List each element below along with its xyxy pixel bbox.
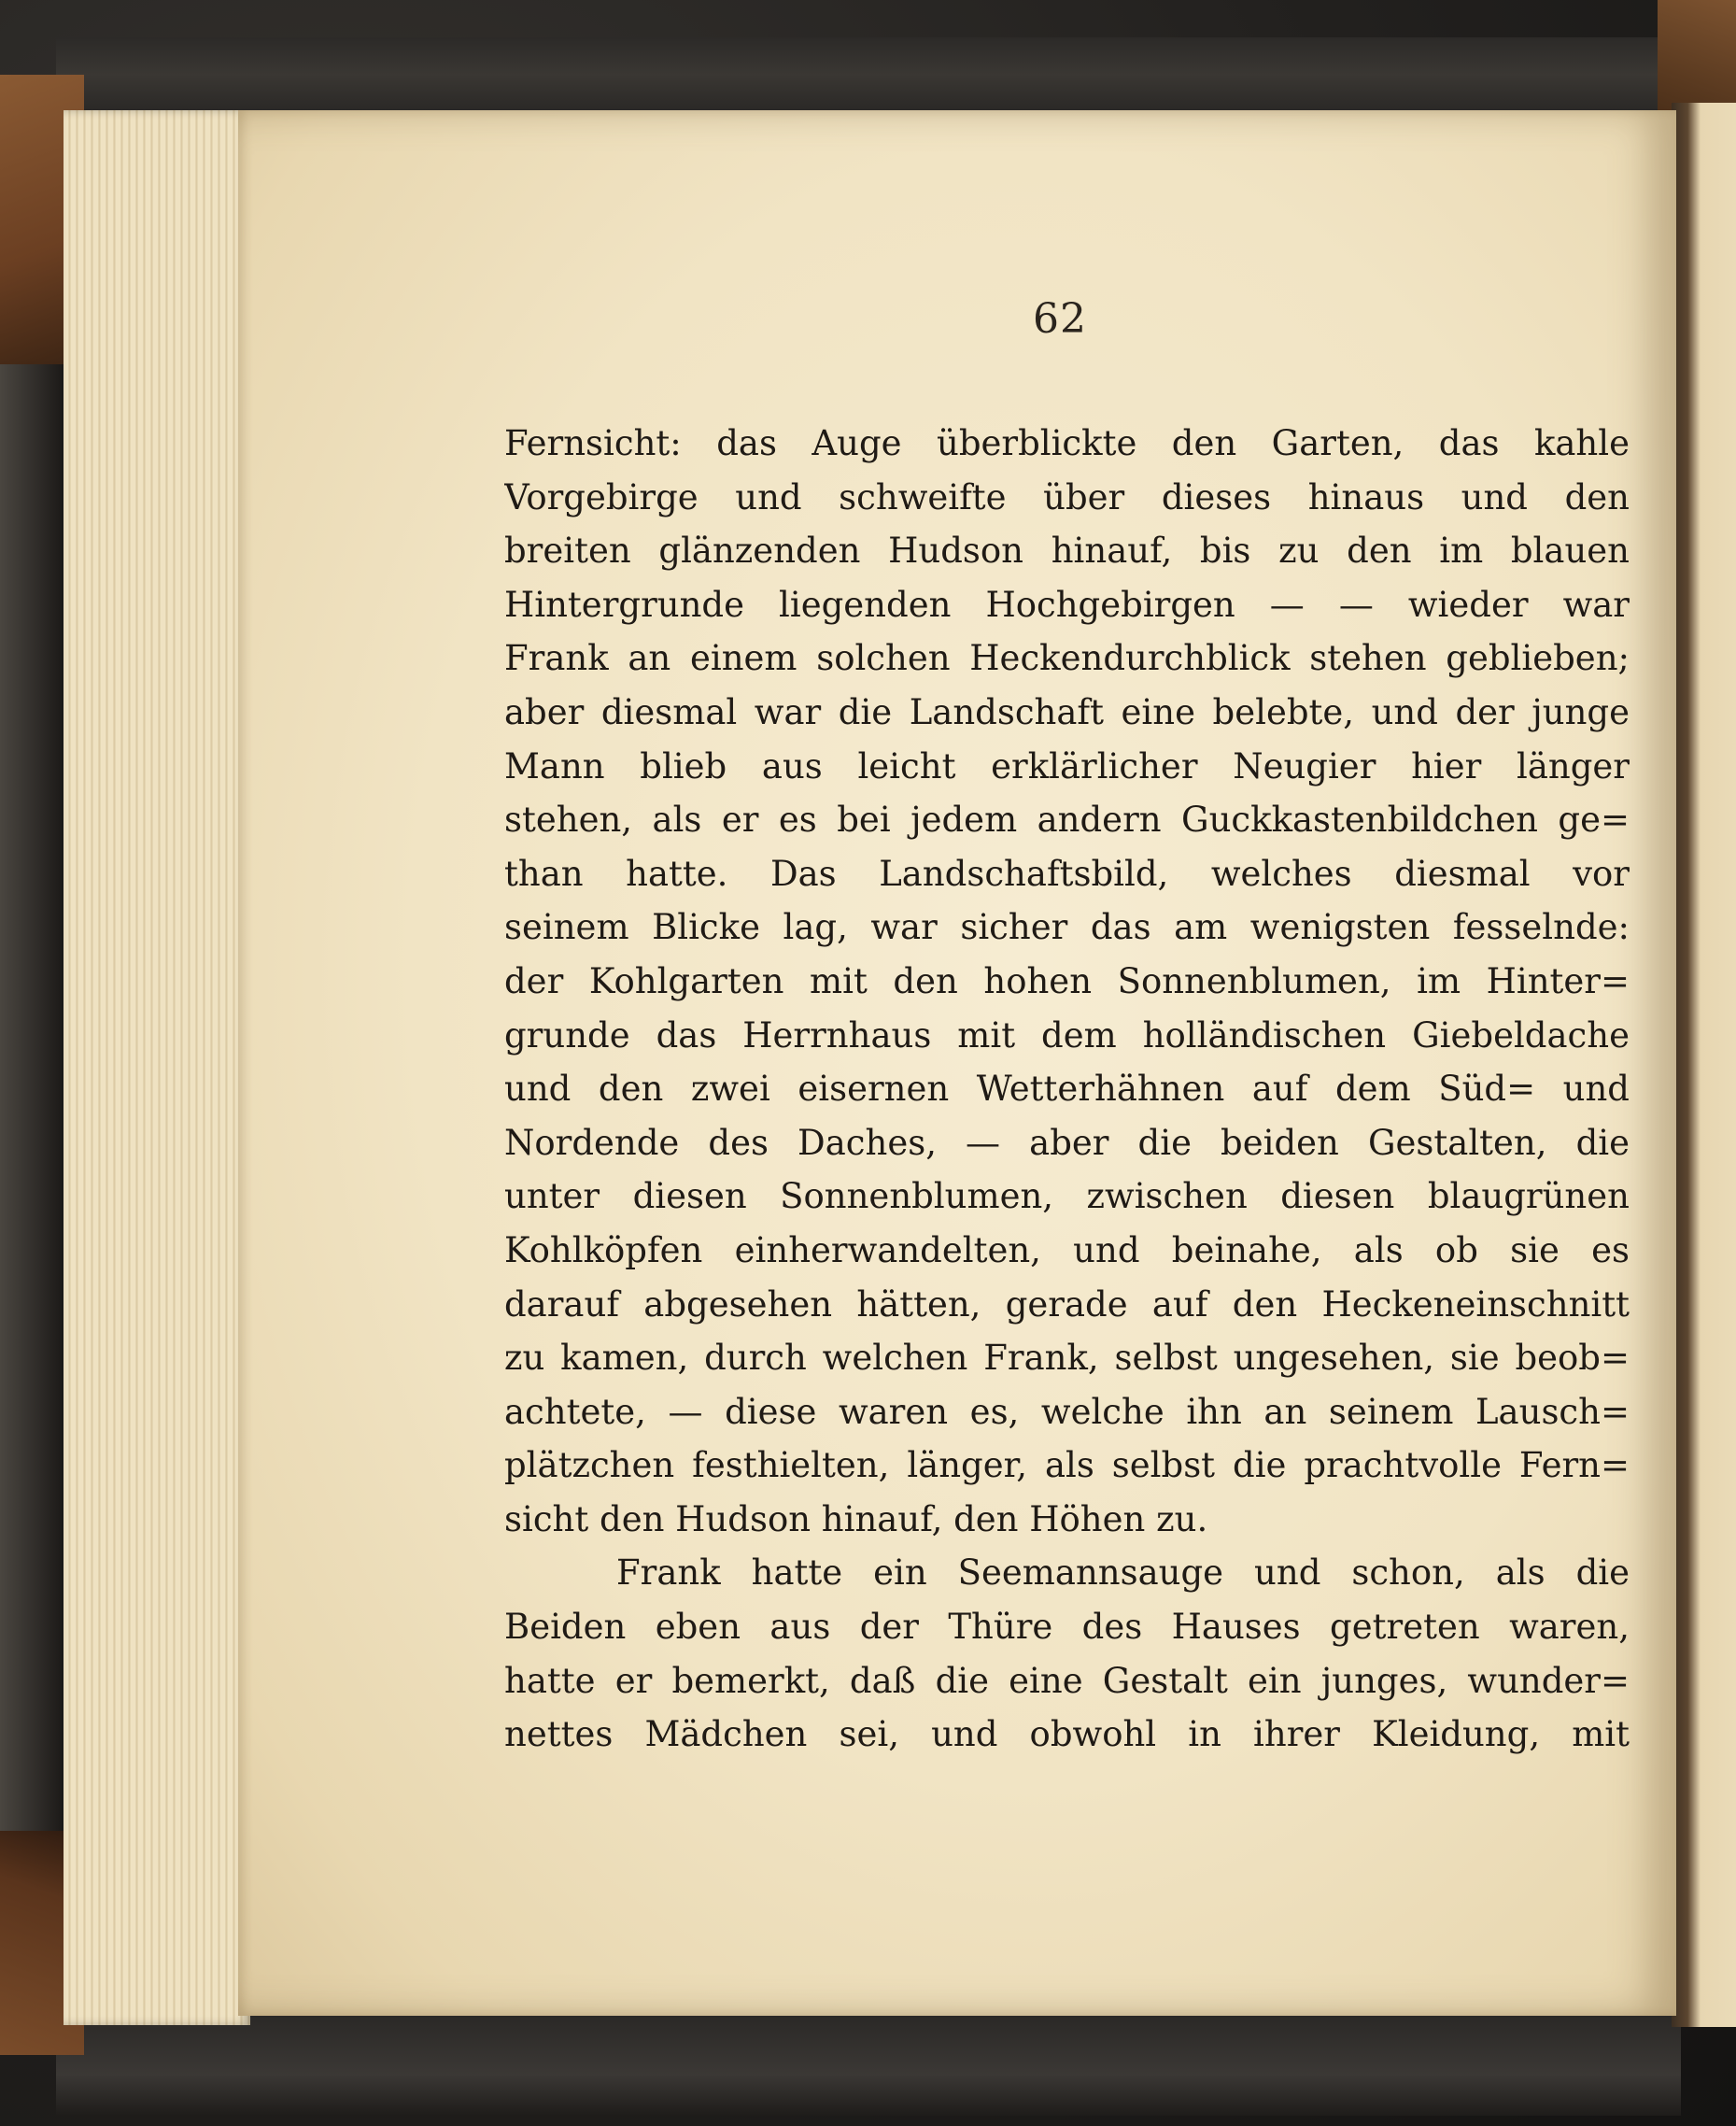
page-text <box>504 417 1630 1762</box>
text-line-8: stehen, als er es bei jedem andern Guckkastenbildchen ge= <box>504 800 1630 841</box>
text-line-18: zu kamen, durch welchen Frank, selbst ungesehen, sie beob= <box>504 1338 1630 1379</box>
text-line-10: seinem Blicke lag, war sicher das am wenigsten fesselnde: <box>504 907 1630 948</box>
text-line-24: hatte er bemerkt, daß die eine Gestalt ein junges, wunder= <box>504 1660 1630 1701</box>
page-number: 62 <box>1033 295 1087 343</box>
text-line-19: achtete, — diese waren es, welche ihn an seinem Lausch= <box>504 1391 1630 1432</box>
cover-bottom-band <box>56 2013 1681 2116</box>
text-line-16: Kohlköpfen einherwandelten, und beinahe, als ob sie es <box>504 1229 1630 1270</box>
cover-top-band <box>56 37 1681 112</box>
text-line-15: unter diesen Sonnenblumen, zwischen diesen blaugrünen <box>504 1176 1630 1217</box>
text-line-21: sicht den Hudson hinauf, den Höhen zu. <box>504 1498 1208 1539</box>
text-line-22: Frank hatte ein Seemannsauge und schon, als die <box>616 1552 1630 1594</box>
text-line-14: Nordende des Daches, — aber die beiden Gestalten, die <box>504 1122 1630 1163</box>
text-line-12: grunde das Herrnhaus mit dem holländischen Giebeldache <box>504 1014 1630 1056</box>
text-line-1: Fernsicht: das Auge überblickte den Garten, das kahle <box>504 423 1630 463</box>
book-gutter <box>1672 103 1736 2027</box>
text-line-5: Frank an einem solchen Heckendurchblick stehen geblieben; <box>504 638 1630 679</box>
text-line-3: breiten glänzenden Hudson hinauf, bis zu den im blauen <box>504 531 1630 572</box>
text-line-20: plätzchen festhielten, länger, als selbst die prachtvolle Fern= <box>504 1445 1630 1486</box>
text-line-17: darauf abgesehen hätten, gerade auf den Heckeneinschnitt <box>504 1283 1630 1325</box>
text-line-6: aber diesmal war die Landschaft eine belebte, und der junge <box>504 691 1630 732</box>
text-line-9: than hatte. Das Landschaftsbild, welches diesmal vor <box>504 853 1630 894</box>
cover-left-edge <box>0 308 65 1896</box>
text-line-7: Mann blieb aus leicht erklärlicher Neugier hier länger <box>504 745 1630 787</box>
leather-corner-top-right <box>1658 0 1736 112</box>
text-line-23: Beiden eben aus der Thüre des Hauses getreten waren, <box>504 1607 1630 1648</box>
page-stack-edge <box>64 110 250 2025</box>
text-line-11: der Kohlgarten mit den hohen Sonnenblumen, im Hinter= <box>504 960 1630 1001</box>
text-line-25: nettes Mädchen sei, und obwohl in ihrer Kleidung, mit <box>504 1714 1630 1755</box>
text-line-13: und den zwei eisernen Wetterhähnen auf dem Süd= und <box>504 1069 1630 1110</box>
text-line-2: Vorgebirge und schweifte über dieses hinaus und den <box>504 476 1630 517</box>
text-line-4: Hintergrunde liegenden Hochgebirgen — — wieder war <box>504 584 1630 625</box>
